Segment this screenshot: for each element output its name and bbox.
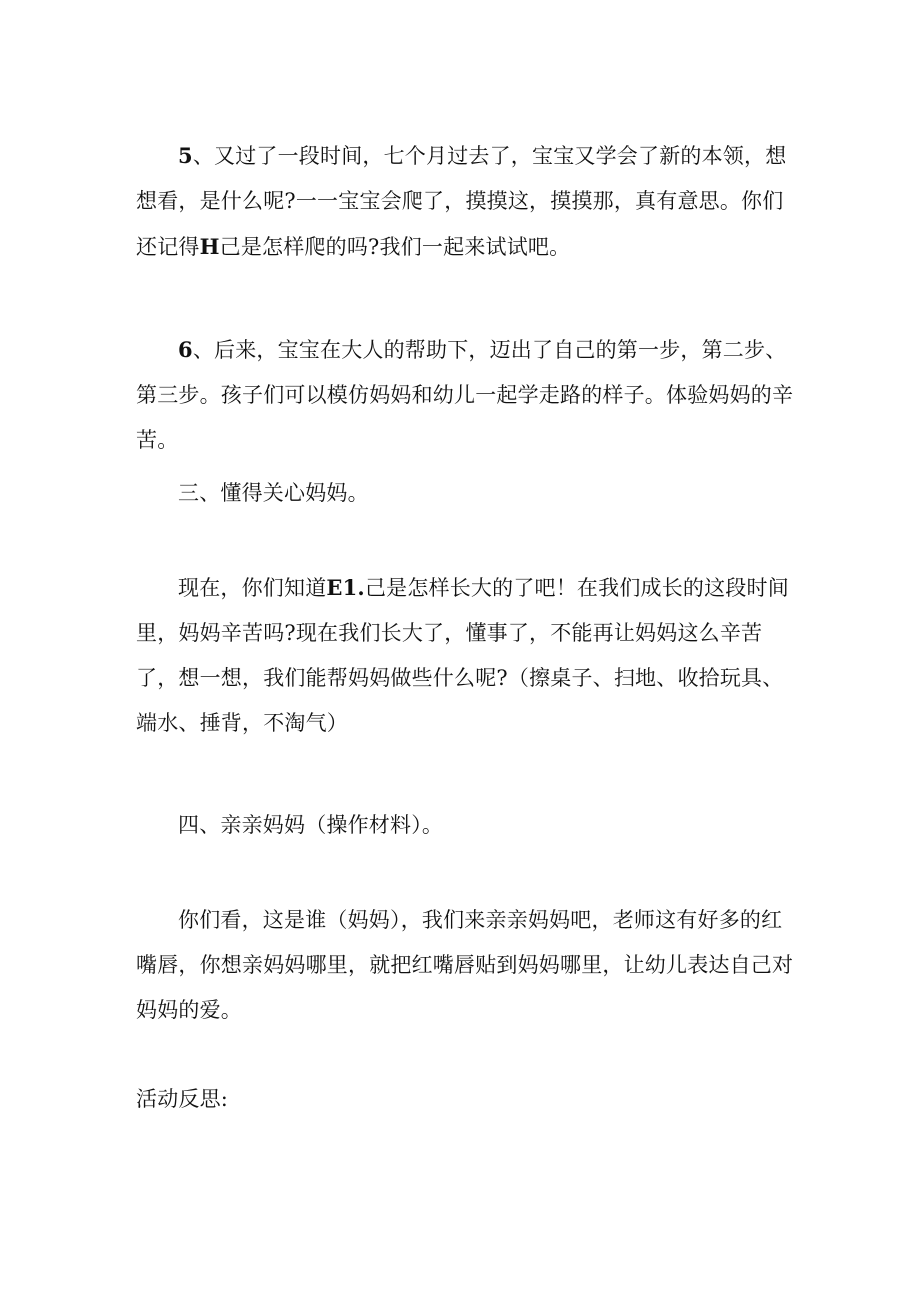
- reflection-label: 活动反思:: [136, 1087, 229, 1111]
- step-number: 6: [178, 337, 193, 362]
- paragraph-bold-fragment: H: [199, 234, 220, 259]
- paragraph-text: 己是怎样爬的吗?我们一起来试试吧。: [219, 235, 571, 259]
- paragraph-kiss-mom: 你们看，这是谁（妈妈），我们来亲亲妈妈吧，老师这有好多的红嘴唇，你想亲妈妈哪里，就把红嘴唇贴到妈妈哪里，让幼儿表达自己对妈妈的爱。: [136, 908, 794, 1022]
- paragraph-step-6: [136, 327, 796, 463]
- paragraph-text: 现在，你们知道: [178, 576, 327, 600]
- paragraph-bold-fragment: E1.: [326, 575, 365, 600]
- paragraph-text: 、后来，宝宝在大人的帮助下，迈出了自己的第一步，第二步、第三步。孩子们可以模仿妈妈和幼儿一起学走路的样子。体验妈妈的辛苦。: [136, 338, 794, 452]
- section-heading-3: 三、懂得关心妈妈。: [178, 481, 369, 505]
- paragraph-now: [136, 565, 796, 746]
- paragraph-text: 、又过了一段时间，七个月过去了，宝宝又学会了新的本领，想想看，是什么呢?一一宝宝会爬了，摸摸这，摸摸那，真有意思。你们还记得: [136, 144, 787, 259]
- paragraph-step-5: [136, 133, 796, 270]
- paragraph-text: 己是怎样长大的了吧！在我们成长的这段时间里，妈妈辛苦吗?现在我们长大了，懂事了，不能再让妈妈这么辛苦了，想一想，我们能帮妈妈做些什么呢?（擦桌子、扫地、收拾玩具、端水、捶背，不淘气）: [136, 576, 789, 735]
- section-heading-4: 四、亲亲妈妈（操作材料）。: [178, 813, 444, 837]
- step-number: 5: [178, 143, 193, 168]
